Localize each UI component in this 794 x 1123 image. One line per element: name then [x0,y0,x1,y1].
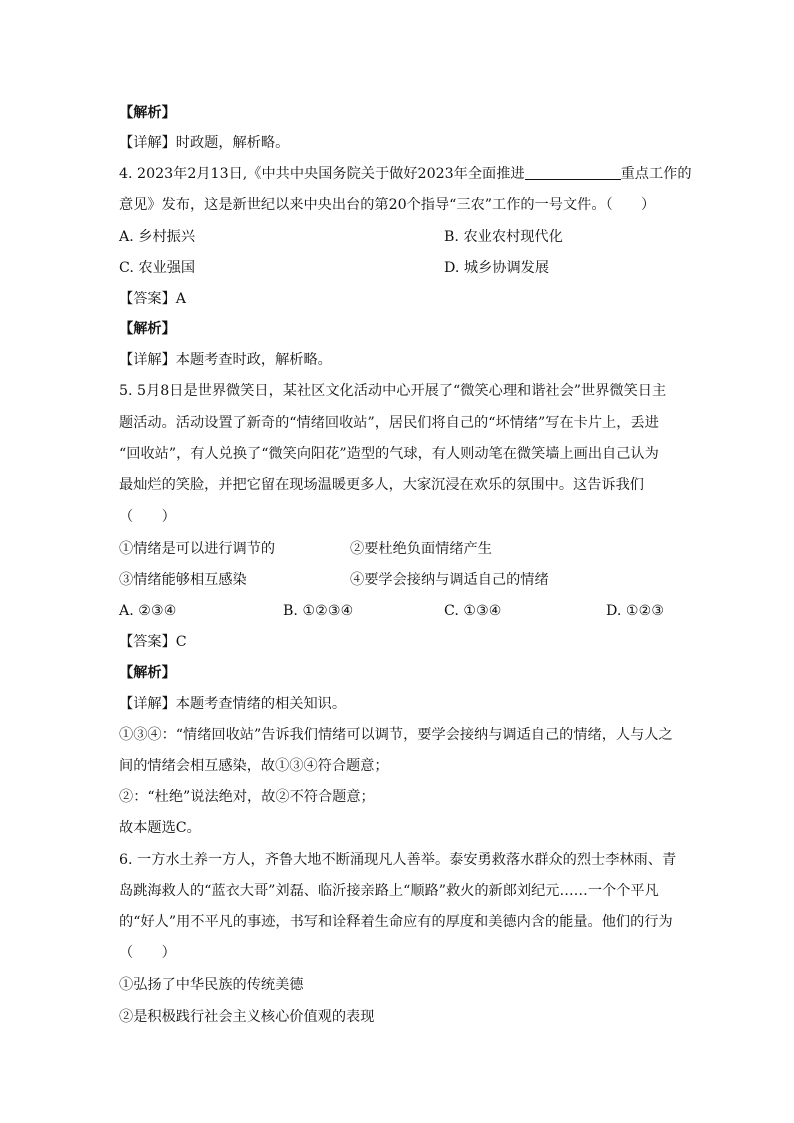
question-5-statement-2: ②要杜绝负面情绪产生 [350,541,492,557]
question-5-statement-4: ④要学会接纳与调适自己的情绪 [350,572,549,588]
question-5-option-b: B. ①②③④ [283,603,354,619]
question-5-parentheses: （ ） [119,509,176,525]
answer-blank [525,165,621,180]
question-5-answer: 【答案】C [119,634,187,650]
detail-text: 【详解】时政题，解析略。 [119,135,290,151]
question-5-option-c: C. ①③④ [444,603,502,619]
question-4-answer: 【答案】A [119,291,186,307]
question-6-statement-1: ①弘扬了中华民族的传统美德 [119,977,304,993]
question-4-option-d: D. 城乡协调发展 [444,260,550,276]
question-4-option-a: A. 乡村振兴 [119,229,196,245]
analysis-heading: 【解析】 [119,105,176,121]
question-5-detail: 【详解】本题考查情绪的相关知识。 [119,696,347,712]
question-4-stem-line-1 [119,165,692,183]
question-5-stem-line-1: 5. 5月8日是世界微笑日，某社区文化活动中心开展了“微笑心理和谐社会”世界微笑日主 [119,383,667,399]
question-5-explanation-1: ①③④：“情绪回收站”告诉我们情绪可以调节，要学会接纳与调适自己的情绪，人与人之 [119,727,673,743]
question-5-analysis-heading: 【解析】 [119,665,176,681]
question-5-statement-3: ③情绪能够相互感染 [119,572,247,588]
question-4-stem-part-1: 4. 2023年2月13日,《中共中央国务院关于做好2023年全面推进 [119,166,525,182]
question-5-stem-line-3: “回收站”，有人兑换了“微笑向阳花”造型的气球，有人则动笔在微笑墙上画出自己认为 [119,446,659,462]
question-4-stem-part-2: 重点工作的 [620,166,692,182]
question-5-statement-1: ①情绪是可以进行调节的 [119,541,276,557]
question-6-stem-line-2: 岛跳海救人的“蓝衣大哥”刘磊、临沂接亲路上“顺路”救火的新郎刘纪元……一个个平凡 [119,883,659,899]
question-4-option-c: C. 农业强国 [119,260,196,276]
question-5-conclusion: 故本题选C。 [119,820,201,836]
question-4-stem-line-2: 意见》发布，这是新世纪以来中央出台的第20个指导“三农”工作的一号文件。（ ） [119,197,656,213]
question-5-stem-line-4: 最灿烂的笑脸，并把它留在现场温暖更多人，大家沉浸在欢乐的氛围中。这告诉我们 [119,477,644,493]
question-6-stem-line-3: 的“好人”用不平凡的事迹，书写和诠释着生命应有的厚度和美德内含的能量。他们的行为 [119,914,673,930]
question-4-option-b: B. 农业农村现代化 [444,229,563,245]
question-6-statement-2: ②是积极践行社会主义核心价值观的表现 [119,1009,375,1025]
question-6-stem-line-1: 6. 一方水土养一方人，齐鲁大地不断涌现凡人善举。泰安勇救落水群众的烈士李林雨、青 [119,852,677,868]
question-5-explanation-3: ②：“杜绝”说法绝对，故②不符合题意； [119,789,375,805]
question-5-stem-line-2: 题活动。活动设置了新奇的“情绪回收站”，居民们将自己的“坏情绪”写在卡片上，丢进 [119,415,659,431]
question-4-detail: 【详解】本题考查时政，解析略。 [119,352,332,368]
question-5-option-a: A. ②③④ [119,603,177,619]
question-4-analysis-heading: 【解析】 [119,321,176,337]
question-6-parentheses: （ ） [119,945,176,961]
question-5-explanation-2: 间的情绪会相互感染，故①③④符合题意； [119,758,389,774]
question-5-option-d: D. ①②③ [606,603,665,619]
